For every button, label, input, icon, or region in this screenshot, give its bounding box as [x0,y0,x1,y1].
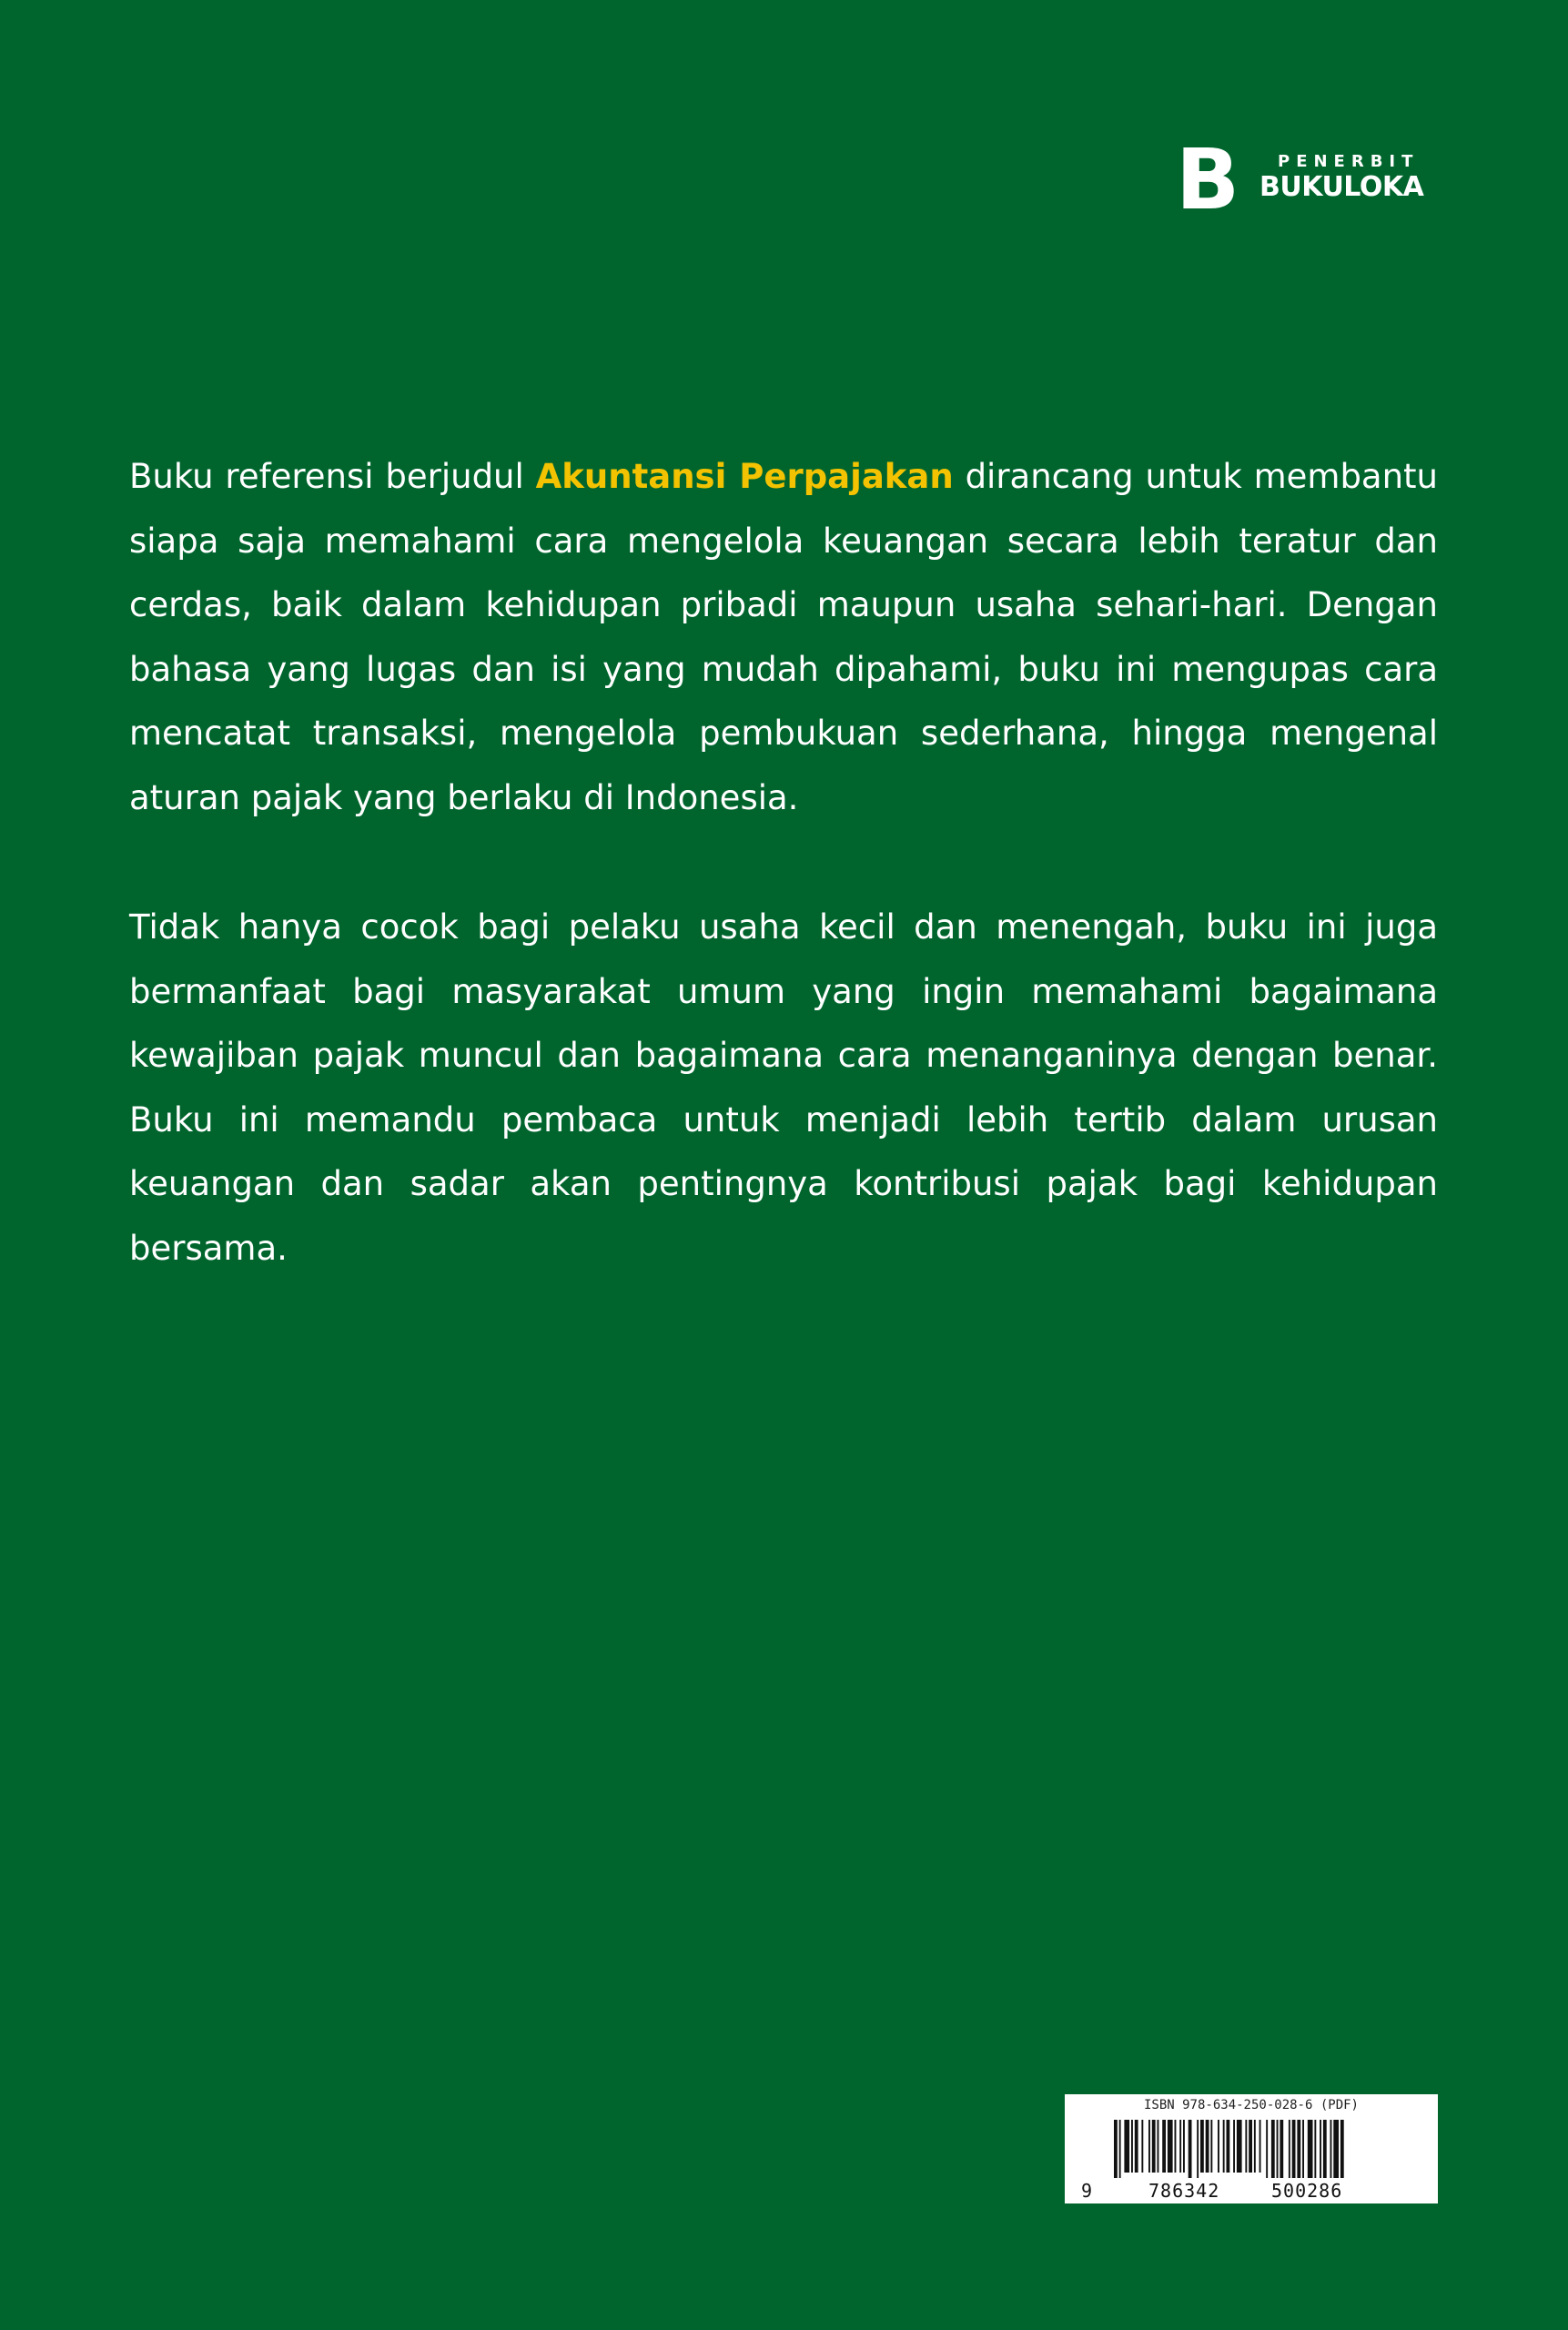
barcode-bar [1206,2120,1209,2173]
barcode-bar [1152,2120,1156,2173]
barcode-bar [1131,2120,1133,2173]
isbn-label: ISBN 978-634-250-028-6 (PDF) [1143,2098,1359,2112]
barcode-bar [1218,2120,1219,2173]
barcode-bar [1245,2120,1247,2173]
barcode-bar [1200,2120,1204,2173]
paragraph-1-rest: dirancang untuk membantu siapa saja memahami cara mengelola keuangan secara lebih teratur dan cerdas, baik dalam kehidupan pribadi maupun usaha sehari-hari. Dengan bahasa yang lugas dan isi yang mudah dipahami, buku ini mengupas cara mencatat transaksi, mengelola pembukuan sederhana, hingga mengenal aturan pajak yang berlaku di Indonesia. [129,457,1439,817]
barcode-bar [1323,2120,1327,2178]
barcode-bar [1254,2120,1256,2173]
barcode-digit-first: 9 [1081,2180,1093,2202]
book-title-highlight: Akuntansi Perpajakan [535,457,954,496]
barcode-bar [1302,2120,1304,2178]
barcode-bar [1158,2120,1159,2173]
barcode-bar [1340,2120,1344,2178]
isbn-barcode [1065,2094,1438,2203]
barcode-bar [1259,2120,1261,2173]
barcode-bar [1135,2120,1138,2173]
barcode-bar [1114,2120,1118,2178]
barcode-bar [1141,2120,1143,2173]
barcode-bar [1292,2120,1296,2178]
barcode-bar [1148,2120,1150,2173]
description-paragraph-2: Tidak hanya cocok bagi pelaku usaha kecil dan menengah, buku ini juga bermanfaat bagi masyarakat umum yang ingin memahami bagaimana kewajiban pajak muncul dan bagaimana cara menanganinya dengan benar. Buku ini memandu pembaca untuk menjadi lebih tertib dalam urusan keuangan dan sadar akan pentingnya kontribusi pajak bagi kehidupan bersama. [129,907,1438,1268]
barcode-bar [1249,2120,1252,2173]
paragraph-1-intro: Buku referensi berjudul [129,457,536,496]
barcode-bar [1189,2120,1192,2178]
barcode-bar [1179,2120,1181,2173]
barcode-bar [1277,2120,1279,2178]
barcode-bar [1330,2120,1332,2178]
description-paragraph-1 [129,445,1438,831]
barcode-bar [1223,2120,1225,2173]
barcode-bar [1271,2120,1275,2178]
barcode-bar [1289,2120,1290,2178]
barcode-bar [1237,2120,1242,2173]
barcode-digits-left: 786342 [1148,2180,1220,2202]
barcode-bar [1183,2120,1185,2173]
publisher-logo [1176,131,1449,228]
barcode-bar [1333,2120,1339,2178]
barcode-bar [1308,2120,1313,2178]
barcode-bar [1197,2120,1199,2178]
barcode-bar [1162,2120,1166,2173]
barcode-bar [1233,2120,1235,2173]
barcode-bar [1119,2120,1121,2178]
barcode-bar [1314,2120,1316,2178]
barcode-digits-right: 500286 [1271,2180,1343,2202]
barcode-bars [1114,2120,1387,2178]
barcode-bar [1280,2120,1283,2178]
barcode-bar [1210,2120,1212,2173]
barcode-bar [1297,2120,1300,2178]
barcode-bar [1227,2120,1230,2173]
barcode-bar [1266,2120,1268,2178]
logo-label-name: BUKULOKA [1259,171,1424,203]
barcode-bar [1168,2120,1173,2173]
barcode-bar [1175,2120,1177,2173]
barcode-bar [1320,2120,1321,2178]
logo-letter: B [1176,131,1240,228]
logo-label-penerbit: PENERBIT [1278,152,1420,171]
barcode-bar [1124,2120,1129,2173]
